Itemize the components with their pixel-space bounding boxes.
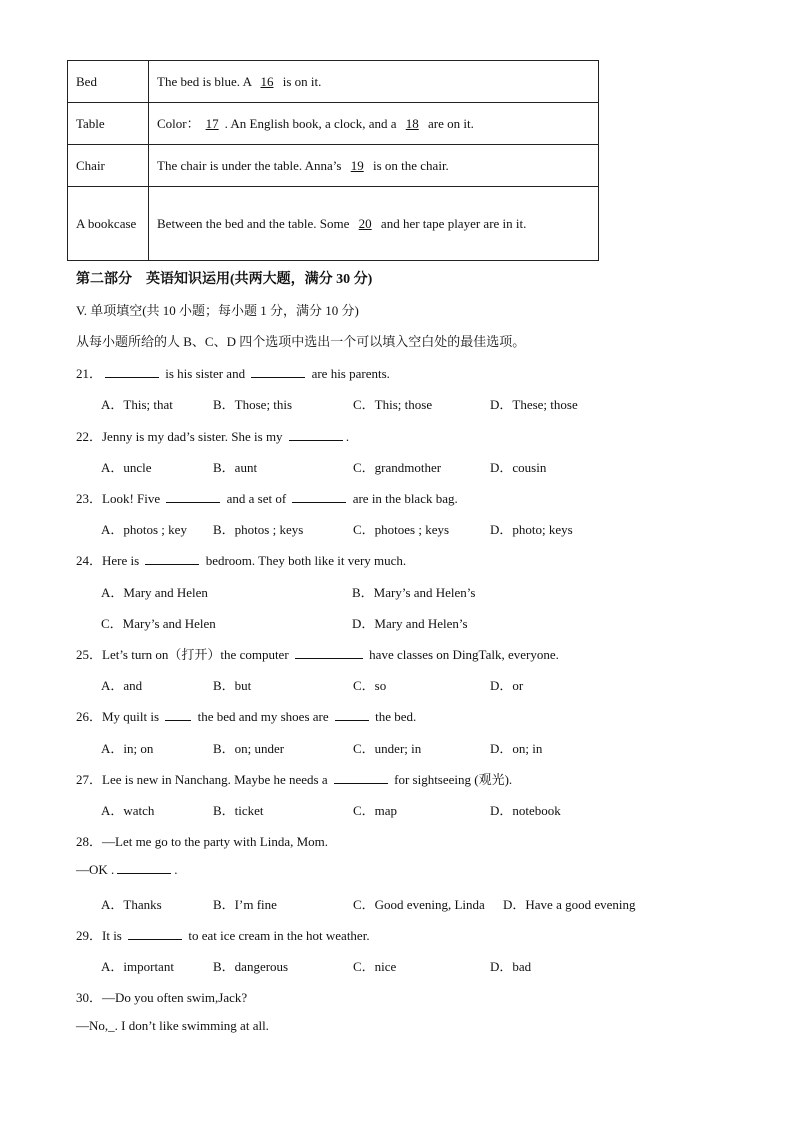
option-22-c[interactable]: C．grandmother <box>353 460 442 475</box>
blank-19[interactable]: 19 <box>350 157 364 173</box>
option-26-c[interactable]: C．under; in <box>353 741 422 756</box>
option-29-a[interactable]: A．important <box>101 959 174 974</box>
option-25-a[interactable]: A．and <box>101 678 143 693</box>
table-value-chair: The chair is under the table. Anna’s 19 is on the chair. <box>149 145 599 187</box>
question-28: 28．—Let me go to the party with Linda, Mom. <box>76 834 329 849</box>
option-22-a[interactable]: A．uncle <box>101 460 152 475</box>
option-29-b[interactable]: B．dangerous <box>213 959 289 974</box>
question-29: 29．It is to eat ice cream in the hot weather. <box>76 928 370 943</box>
question-22: 22．Jenny is my dad’s sister. She is my . <box>76 429 350 444</box>
answer-blank[interactable] <box>295 647 363 659</box>
reading-table <box>67 60 599 261</box>
option-22-b[interactable]: B．aunt <box>213 460 258 475</box>
answer-blank[interactable] <box>251 366 305 378</box>
answer-blank[interactable] <box>334 772 388 784</box>
blank-18[interactable]: 18 <box>405 115 419 131</box>
answer-blank[interactable] <box>105 366 159 378</box>
answer-blank[interactable] <box>145 553 199 565</box>
blank-16[interactable]: 16 <box>260 73 274 89</box>
option-21-b[interactable]: B．Those; this <box>213 397 293 412</box>
answer-blank[interactable] <box>117 862 171 874</box>
question-26: 26．My quilt is the bed and my shoes are the bed. <box>76 709 417 724</box>
question-27: 27．Lee is new in Nanchang. Maybe he needs a for sightseeing (观光). <box>76 772 513 787</box>
question-24: 24．Here is bedroom. They both like it very much. <box>76 553 407 568</box>
table-key-bed: Bed <box>68 61 149 103</box>
option-21-d[interactable]: D．These; those <box>490 397 578 412</box>
option-28-b[interactable]: B．I’m fine <box>213 897 277 912</box>
option-21-a[interactable]: A．This; that <box>101 397 173 412</box>
option-23-c[interactable]: C．photoes ; keys <box>353 522 450 537</box>
table-key-bookcase: A bookcase <box>68 187 149 261</box>
answer-blank[interactable] <box>292 491 346 503</box>
answer-blank[interactable] <box>289 429 343 441</box>
part-v-heading: V. 单项填空(共 10 小题；每小题 1 分，满分 10 分) <box>76 303 359 318</box>
table-key-table: Table <box>68 103 149 145</box>
option-25-b[interactable]: B．but <box>213 678 252 693</box>
question-25: 25．Let’s turn on（打开）the computer have classes on DingTalk, everyone. <box>76 647 559 662</box>
option-23-b[interactable]: B．photos ; keys <box>213 522 304 537</box>
option-21-c[interactable]: C．This; those <box>353 397 433 412</box>
question-21: 21． is his sister and are his parents. <box>76 366 390 381</box>
option-24-d[interactable]: D．Mary and Helen’s <box>352 616 468 631</box>
table-value-table: Color： 17 . An English book, a clock, and a 18 are on it. <box>149 103 599 145</box>
answer-blank[interactable] <box>166 491 220 503</box>
option-22-d[interactable]: D．cousin <box>490 460 547 475</box>
section-title: 第二部分 英语知识运用(共两大题，满分 30 分) <box>76 272 373 287</box>
option-26-a[interactable]: A．in; on <box>101 741 154 756</box>
table-value-bed: The bed is blue. A 16 is on it. <box>149 61 599 103</box>
answer-blank[interactable] <box>165 709 191 721</box>
question-30: 30．—Do you often swim,Jack? <box>76 990 248 1005</box>
option-27-d[interactable]: D．notebook <box>490 803 561 818</box>
option-25-d[interactable]: D．or <box>490 678 524 693</box>
question-28-reply: —OK . . <box>76 862 178 877</box>
option-24-c[interactable]: C．Mary’s and Helen <box>101 616 216 631</box>
question-30-reply: —No,_. I don’t like swimming at all. <box>76 1018 269 1033</box>
option-27-a[interactable]: A．watch <box>101 803 155 818</box>
option-25-c[interactable]: C．so <box>353 678 387 693</box>
option-24-b[interactable]: B．Mary’s and Helen’s <box>352 585 476 600</box>
option-28-a[interactable]: A．Thanks <box>101 897 162 912</box>
option-29-c[interactable]: C．nice <box>353 959 397 974</box>
option-29-d[interactable]: D．bad <box>490 959 532 974</box>
answer-blank[interactable] <box>128 928 182 940</box>
option-28-d[interactable]: D．Have a good evening <box>503 897 636 912</box>
blank-20[interactable]: 20 <box>358 215 372 231</box>
option-28-c[interactable]: C．Good evening, Linda <box>353 897 485 912</box>
answer-blank[interactable] <box>335 709 369 721</box>
table-key-chair: Chair <box>68 145 149 187</box>
option-26-b[interactable]: B．on; under <box>213 741 285 756</box>
question-23: 23．Look! Five and a set of are in the black bag. <box>76 491 458 506</box>
option-23-d[interactable]: D．photo; keys <box>490 522 573 537</box>
instruction: 从每小题所给的人 B、C、D 四个选项中选出一个可以填入空白处的最佳选项。 <box>76 334 526 349</box>
option-27-c[interactable]: C．map <box>353 803 398 818</box>
table-value-bookcase: Between the bed and the table. Some 20 and her tape player are in it. <box>149 187 599 261</box>
blank-17[interactable]: 17 <box>205 115 219 131</box>
option-23-a[interactable]: A．photos ; key <box>101 522 187 537</box>
option-26-d[interactable]: D．on; in <box>490 741 543 756</box>
option-24-a[interactable]: A．Mary and Helen <box>101 585 208 600</box>
option-27-b[interactable]: B．ticket <box>213 803 264 818</box>
